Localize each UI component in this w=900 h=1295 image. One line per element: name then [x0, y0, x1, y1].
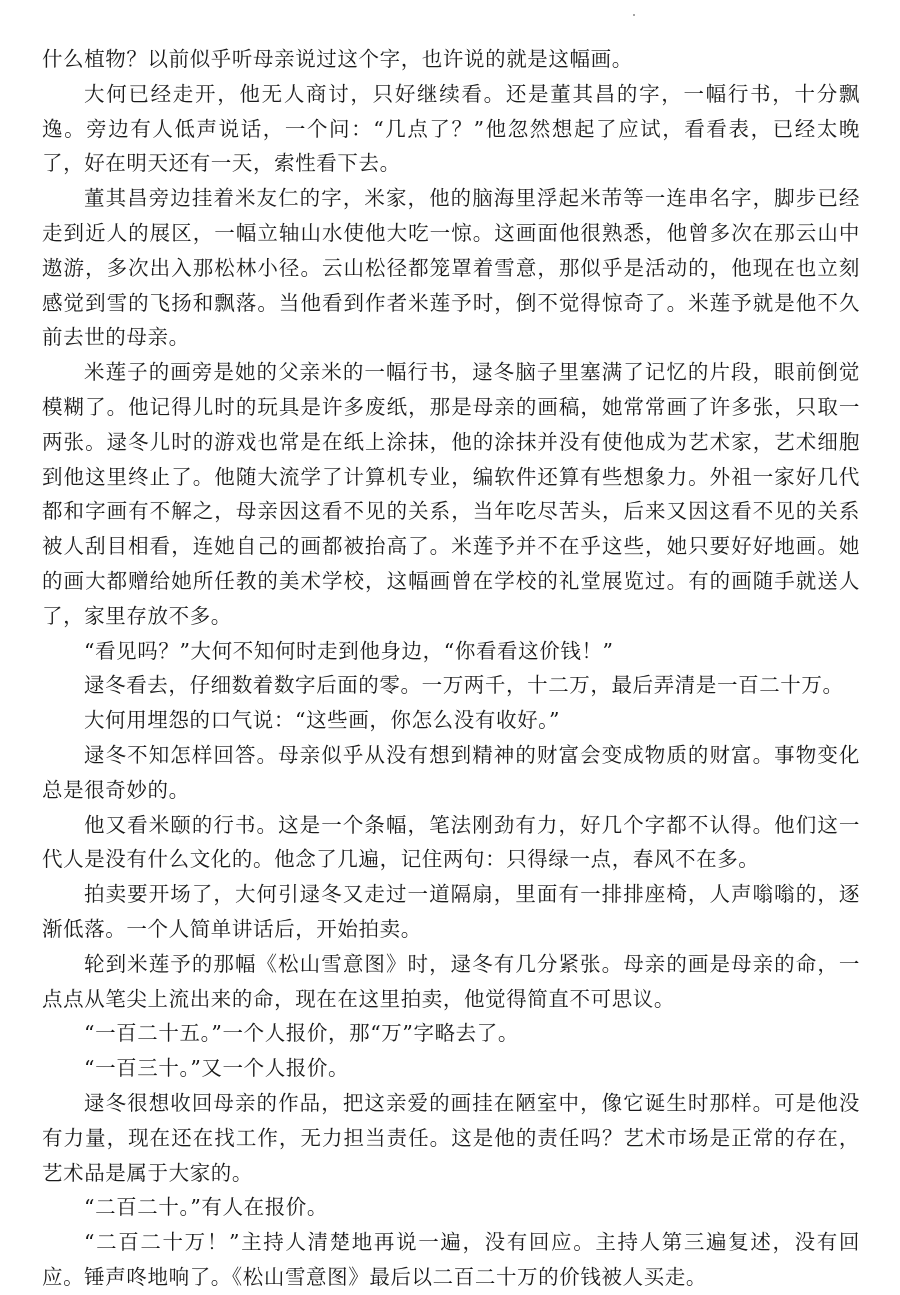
document-page	[42, 42, 860, 1295]
paragraph: 轮到米莲予的那幅《松山雪意图》时，逯冬有几分紧张。母亲的画是母亲的命，一点点从笔尖上流出来的命，现在在这里拍卖，他觉得简直不可思议。	[42, 951, 860, 1011]
paragraph: “一百三十。”又一个人报价。	[84, 1056, 350, 1081]
paragraph: 逯冬很想收回母亲的作品，把这亲爱的画挂在陋室中，像它诞生时那样。可是他没有力量，现在还在找工作，无力担当责任。这是他的责任吗？艺术市场是正常的存在，艺术品是属于大家的。	[42, 1090, 860, 1185]
paragraph: 大何用埋怨的口气说：“这些画，你怎么没有收好。”	[84, 708, 561, 733]
paragraph: 什么植物？以前似乎听母亲说过这个字，也许说的就是这幅画。	[42, 47, 633, 71]
paragraph: 逯冬不知怎样回答。母亲似乎从没有想到精神的财富会变成物质的财富。事物变化总是很奇妙的。	[42, 742, 860, 802]
paragraph: 大何已经走开，他无人商讨，只好继续看。还是董其昌的字，一幅行书，十分飘逸。旁边有人低声说话，一个问：“几点了？”他忽然想起了应试，看看表，已经太晚了，好在明天还有一天，索性看下去。	[42, 81, 860, 176]
paragraph: 他又看米颐的行书。这是一个条幅，笔法刚劲有力，好几个字都不认得。他们这一代人是没有什么文化的。他念了几遍，记住两句：只得绿一点，春风不在多。	[42, 812, 860, 872]
paragraph: 董其昌旁边挂着米友仁的字，米家，他的脑海里浮起米芾等一连串名字，脚步已经走到近人的展区，一幅立轴山水使他大吃一惊。这画面他很熟悉，他曾多次在那云山中遨游，多次出入那松林小径。云山松径都笼罩着雪意，那似乎是活动的，他现在也立刻感觉到雪的飞扬和飘落。当他看到作者米莲予时，倒不觉得惊奇了。米莲予就是他不久前去世的母亲。	[42, 186, 860, 350]
scan-speck	[633, 14, 635, 16]
paragraph: “二百二十万！”主持人清楚地再说一遍，没有回应。主持人第三遍复述，没有回应。锤声咚地响了。《松山雪意图》最后以二百二十万的价钱被人买走。	[42, 1230, 860, 1289]
paragraph: 拍卖要开场了，大何引逯冬又走过一道隔扇，里面有一排排座椅，人声嗡嗡的，逐渐低落。一个人简单讲话后，开始拍卖。	[42, 882, 860, 941]
paragraph: “看见吗？”大何不知何时走到他身边，“你看看这价钱！”	[84, 638, 614, 663]
paragraph: “二百二十。”有人在报价。	[84, 1195, 329, 1220]
paragraph: 逯冬看去，仔细数着数字后面的零。一万两千，十二万，最后弄清是一百二十万。	[84, 673, 844, 698]
paragraph: 米莲子的画旁是她的父亲米的一幅行书，逯冬脑子里塞满了记忆的片段，眼前倒觉模糊了。他记得儿时的玩具是许多废纸，那是母亲的画稿，她常常画了许多张，只取一两张。逯冬儿时的游戏也常是在纸上涂抹，他的涂抹并没有使他成为艺术家，艺术细胞到他这里终止了。他随大流学了计算机专业，编软件还算有些想象力。外祖一家好几代都和字画有不解之，母亲因这看不见的关系，当年吃尽苦头，后来又因这看不见的关系被人刮目相看，连她自己的画都被抬高了。米莲予并不在乎这些，她只要好好地画。她的画大都赠给她所任教的美术学校，这幅画曾在学校的礼堂展览过。有的画随手就送人了，家里存放不多。	[42, 360, 860, 628]
paragraph: “一百二十五。”一个人报价，那“万”字略去了。	[84, 1021, 519, 1046]
